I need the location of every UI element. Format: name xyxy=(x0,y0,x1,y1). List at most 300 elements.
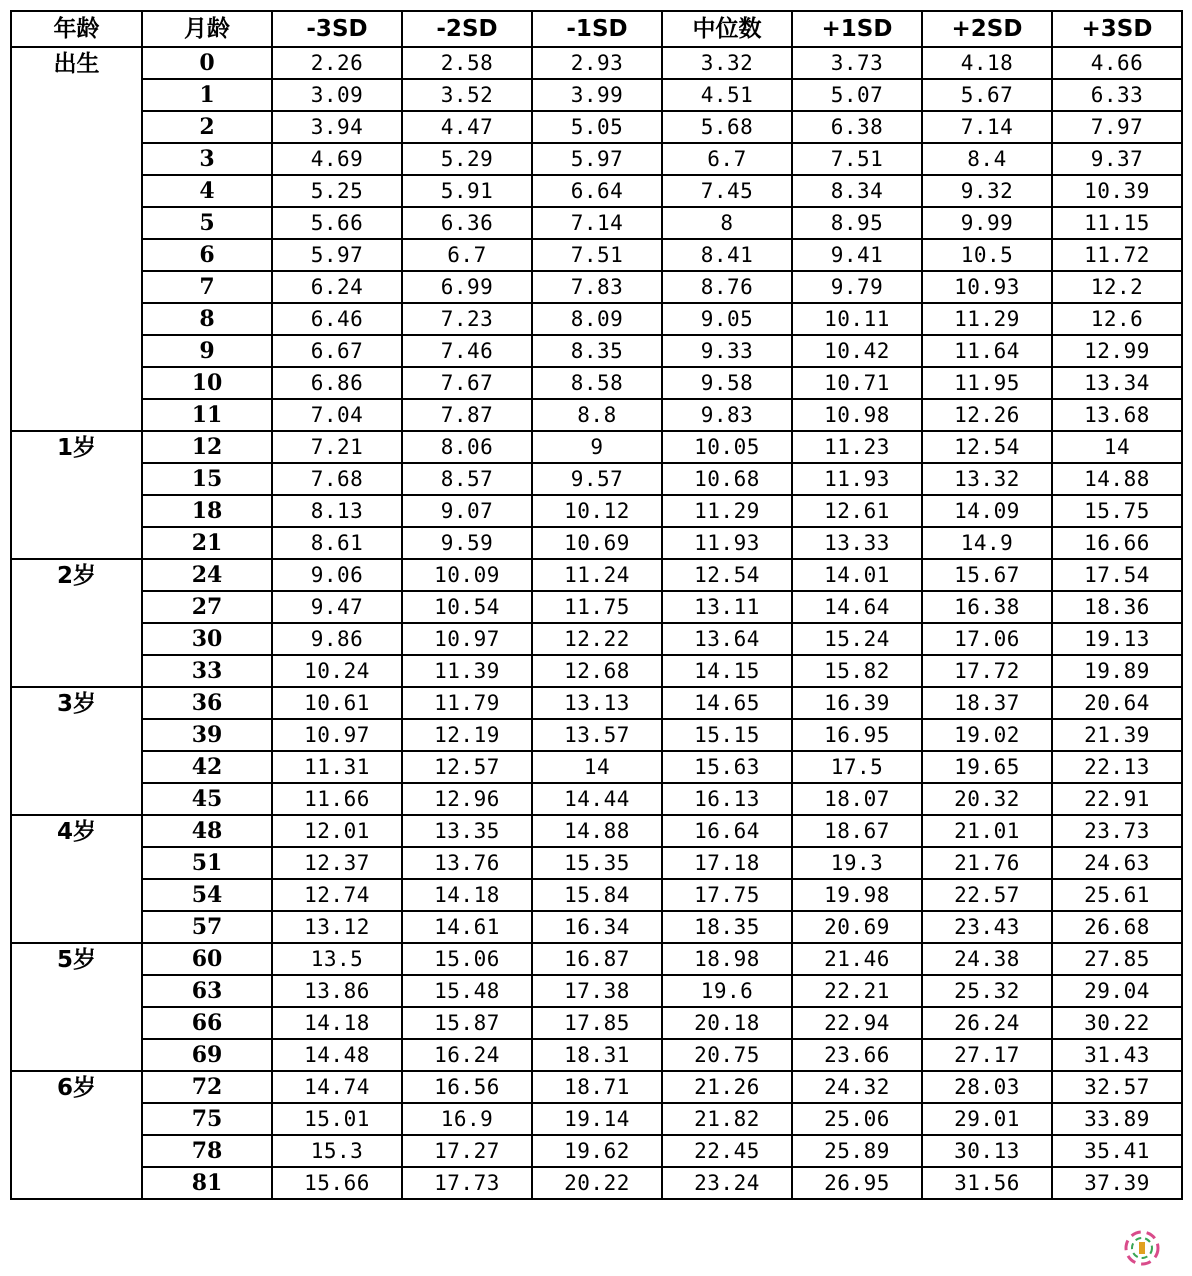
value-cell: 19.89 xyxy=(1052,655,1182,687)
value-cell: 24.38 xyxy=(922,943,1052,975)
value-cell: 6.67 xyxy=(272,335,402,367)
value-cell: 8.13 xyxy=(272,495,402,527)
table-row xyxy=(11,687,1182,719)
age-cell xyxy=(11,1167,142,1199)
age-cell xyxy=(11,975,142,1007)
value-cell: 16.9 xyxy=(402,1103,532,1135)
table-row xyxy=(11,271,1182,303)
table-row xyxy=(11,495,1182,527)
value-cell: 11.15 xyxy=(1052,207,1182,239)
value-cell: 11.72 xyxy=(1052,239,1182,271)
value-cell: 8 xyxy=(662,207,792,239)
value-cell: 31.43 xyxy=(1052,1039,1182,1071)
header-minus-3sd: -3SD xyxy=(272,11,402,47)
age-cell xyxy=(11,463,142,495)
value-cell: 14.44 xyxy=(532,783,662,815)
age-cell xyxy=(11,239,142,271)
value-cell: 12.61 xyxy=(792,495,922,527)
value-cell: 6.36 xyxy=(402,207,532,239)
table-row xyxy=(11,911,1182,943)
value-cell: 11.24 xyxy=(532,559,662,591)
table-row xyxy=(11,1039,1182,1071)
table-row xyxy=(11,591,1182,623)
value-cell: 13.12 xyxy=(272,911,402,943)
value-cell: 19.14 xyxy=(532,1103,662,1135)
age-cell xyxy=(11,399,142,431)
value-cell: 16.66 xyxy=(1052,527,1182,559)
month-cell: 75 xyxy=(142,1103,272,1135)
value-cell: 10.69 xyxy=(532,527,662,559)
table-row xyxy=(11,1167,1182,1199)
value-cell: 12.74 xyxy=(272,879,402,911)
header-minus-1sd: -1SD xyxy=(532,11,662,47)
header-age: 年龄 xyxy=(11,11,142,47)
value-cell: 17.75 xyxy=(662,879,792,911)
value-cell: 13.68 xyxy=(1052,399,1182,431)
month-cell: 36 xyxy=(142,687,272,719)
month-cell: 3 xyxy=(142,143,272,175)
header-plus-3sd: +3SD xyxy=(1052,11,1182,47)
month-cell: 1 xyxy=(142,79,272,111)
value-cell: 21.82 xyxy=(662,1103,792,1135)
value-cell: 3.32 xyxy=(662,47,792,79)
age-cell xyxy=(11,655,142,687)
value-cell: 15.82 xyxy=(792,655,922,687)
growth-standard-table xyxy=(10,10,1183,1200)
table-row xyxy=(11,1007,1182,1039)
value-cell: 23.43 xyxy=(922,911,1052,943)
month-cell: 54 xyxy=(142,879,272,911)
value-cell: 25.06 xyxy=(792,1103,922,1135)
age-cell: 1岁 xyxy=(11,431,142,463)
month-cell: 66 xyxy=(142,1007,272,1039)
value-cell: 9.37 xyxy=(1052,143,1182,175)
value-cell: 10.54 xyxy=(402,591,532,623)
value-cell: 9.86 xyxy=(272,623,402,655)
age-cell xyxy=(11,335,142,367)
month-cell: 21 xyxy=(142,527,272,559)
value-cell: 11.29 xyxy=(922,303,1052,335)
month-cell: 60 xyxy=(142,943,272,975)
table-row xyxy=(11,207,1182,239)
table-row xyxy=(11,143,1182,175)
value-cell: 19.98 xyxy=(792,879,922,911)
value-cell: 33.89 xyxy=(1052,1103,1182,1135)
value-cell: 29.01 xyxy=(922,1103,1052,1135)
value-cell: 16.64 xyxy=(662,815,792,847)
month-cell: 78 xyxy=(142,1135,272,1167)
value-cell: 21.26 xyxy=(662,1071,792,1103)
value-cell: 16.38 xyxy=(922,591,1052,623)
value-cell: 9.58 xyxy=(662,367,792,399)
value-cell: 6.46 xyxy=(272,303,402,335)
value-cell: 5.05 xyxy=(532,111,662,143)
value-cell: 15.84 xyxy=(532,879,662,911)
value-cell: 15.24 xyxy=(792,623,922,655)
table-row xyxy=(11,1071,1182,1103)
value-cell: 16.24 xyxy=(402,1039,532,1071)
value-cell: 3.99 xyxy=(532,79,662,111)
age-cell xyxy=(11,79,142,111)
table-row xyxy=(11,1135,1182,1167)
table-row xyxy=(11,879,1182,911)
value-cell: 11.66 xyxy=(272,783,402,815)
value-cell: 10.12 xyxy=(532,495,662,527)
table-row xyxy=(11,527,1182,559)
value-cell: 14.88 xyxy=(1052,463,1182,495)
table-row xyxy=(11,399,1182,431)
value-cell: 6.64 xyxy=(532,175,662,207)
value-cell: 9.83 xyxy=(662,399,792,431)
table-row xyxy=(11,783,1182,815)
value-cell: 9.79 xyxy=(792,271,922,303)
value-cell: 20.32 xyxy=(922,783,1052,815)
value-cell: 8.61 xyxy=(272,527,402,559)
value-cell: 16.87 xyxy=(532,943,662,975)
value-cell: 10.05 xyxy=(662,431,792,463)
value-cell: 9.32 xyxy=(922,175,1052,207)
value-cell: 7.87 xyxy=(402,399,532,431)
value-cell: 8.95 xyxy=(792,207,922,239)
age-cell xyxy=(11,111,142,143)
value-cell: 13.35 xyxy=(402,815,532,847)
value-cell: 29.04 xyxy=(1052,975,1182,1007)
header-plus-1sd: +1SD xyxy=(792,11,922,47)
value-cell: 32.57 xyxy=(1052,1071,1182,1103)
value-cell: 9.33 xyxy=(662,335,792,367)
month-cell: 30 xyxy=(142,623,272,655)
value-cell: 19.3 xyxy=(792,847,922,879)
month-cell: 39 xyxy=(142,719,272,751)
value-cell: 11.64 xyxy=(922,335,1052,367)
value-cell: 6.7 xyxy=(662,143,792,175)
month-cell: 8 xyxy=(142,303,272,335)
value-cell: 23.66 xyxy=(792,1039,922,1071)
age-cell xyxy=(11,623,142,655)
value-cell: 10.68 xyxy=(662,463,792,495)
value-cell: 28.03 xyxy=(922,1071,1052,1103)
value-cell: 18.31 xyxy=(532,1039,662,1071)
value-cell: 9.06 xyxy=(272,559,402,591)
age-cell xyxy=(11,175,142,207)
value-cell: 19.65 xyxy=(922,751,1052,783)
age-cell xyxy=(11,495,142,527)
age-cell xyxy=(11,1007,142,1039)
value-cell: 19.02 xyxy=(922,719,1052,751)
value-cell: 15.67 xyxy=(922,559,1052,591)
value-cell: 11.95 xyxy=(922,367,1052,399)
value-cell: 10.61 xyxy=(272,687,402,719)
value-cell: 37.39 xyxy=(1052,1167,1182,1199)
month-cell: 11 xyxy=(142,399,272,431)
table-row xyxy=(11,975,1182,1007)
table-row xyxy=(11,943,1182,975)
value-cell: 12.96 xyxy=(402,783,532,815)
value-cell: 14.18 xyxy=(402,879,532,911)
age-cell xyxy=(11,1135,142,1167)
table-row xyxy=(11,47,1182,79)
value-cell: 6.24 xyxy=(272,271,402,303)
value-cell: 5.29 xyxy=(402,143,532,175)
value-cell: 7.14 xyxy=(532,207,662,239)
value-cell: 8.4 xyxy=(922,143,1052,175)
month-cell: 6 xyxy=(142,239,272,271)
value-cell: 7.21 xyxy=(272,431,402,463)
table-row xyxy=(11,111,1182,143)
value-cell: 19.13 xyxy=(1052,623,1182,655)
value-cell: 13.11 xyxy=(662,591,792,623)
value-cell: 21.39 xyxy=(1052,719,1182,751)
value-cell: 13.64 xyxy=(662,623,792,655)
age-cell: 4岁 xyxy=(11,815,142,847)
value-cell: 3.09 xyxy=(272,79,402,111)
age-cell: 6岁 xyxy=(11,1071,142,1103)
value-cell: 25.61 xyxy=(1052,879,1182,911)
header-month: 月龄 xyxy=(142,11,272,47)
value-cell: 14.88 xyxy=(532,815,662,847)
value-cell: 15.06 xyxy=(402,943,532,975)
value-cell: 2.93 xyxy=(532,47,662,79)
header-median: 中位数 xyxy=(662,11,792,47)
value-cell: 17.38 xyxy=(532,975,662,1007)
value-cell: 17.72 xyxy=(922,655,1052,687)
value-cell: 15.01 xyxy=(272,1103,402,1135)
value-cell: 5.25 xyxy=(272,175,402,207)
month-cell: 18 xyxy=(142,495,272,527)
value-cell: 15.48 xyxy=(402,975,532,1007)
value-cell: 10.24 xyxy=(272,655,402,687)
value-cell: 5.68 xyxy=(662,111,792,143)
value-cell: 23.73 xyxy=(1052,815,1182,847)
value-cell: 14.61 xyxy=(402,911,532,943)
value-cell: 7.97 xyxy=(1052,111,1182,143)
value-cell: 5.91 xyxy=(402,175,532,207)
value-cell: 10.98 xyxy=(792,399,922,431)
age-cell xyxy=(11,847,142,879)
value-cell: 14 xyxy=(1052,431,1182,463)
value-cell: 3.94 xyxy=(272,111,402,143)
age-cell: 出生 xyxy=(11,47,142,79)
value-cell: 16.56 xyxy=(402,1071,532,1103)
value-cell: 10.11 xyxy=(792,303,922,335)
value-cell: 4.47 xyxy=(402,111,532,143)
value-cell: 27.85 xyxy=(1052,943,1182,975)
value-cell: 4.18 xyxy=(922,47,1052,79)
value-cell: 3.52 xyxy=(402,79,532,111)
month-cell: 27 xyxy=(142,591,272,623)
value-cell: 10.42 xyxy=(792,335,922,367)
value-cell: 21.46 xyxy=(792,943,922,975)
table-row xyxy=(11,367,1182,399)
table-body xyxy=(11,47,1182,1199)
value-cell: 11.31 xyxy=(272,751,402,783)
value-cell: 8.06 xyxy=(402,431,532,463)
age-cell xyxy=(11,207,142,239)
month-cell: 7 xyxy=(142,271,272,303)
value-cell: 13.33 xyxy=(792,527,922,559)
value-cell: 15.3 xyxy=(272,1135,402,1167)
age-cell xyxy=(11,527,142,559)
value-cell: 25.89 xyxy=(792,1135,922,1167)
value-cell: 13.86 xyxy=(272,975,402,1007)
value-cell: 6.99 xyxy=(402,271,532,303)
month-cell: 0 xyxy=(142,47,272,79)
age-cell xyxy=(11,143,142,175)
value-cell: 13.34 xyxy=(1052,367,1182,399)
value-cell: 18.35 xyxy=(662,911,792,943)
value-cell: 6.33 xyxy=(1052,79,1182,111)
value-cell: 14.74 xyxy=(272,1071,402,1103)
value-cell: 19.6 xyxy=(662,975,792,1007)
value-cell: 9.07 xyxy=(402,495,532,527)
month-cell: 24 xyxy=(142,559,272,591)
value-cell: 7.45 xyxy=(662,175,792,207)
value-cell: 2.58 xyxy=(402,47,532,79)
value-cell: 7.51 xyxy=(792,143,922,175)
month-cell: 57 xyxy=(142,911,272,943)
month-cell: 33 xyxy=(142,655,272,687)
table-row xyxy=(11,719,1182,751)
value-cell: 9.59 xyxy=(402,527,532,559)
value-cell: 21.76 xyxy=(922,847,1052,879)
value-cell: 2.26 xyxy=(272,47,402,79)
value-cell: 14.48 xyxy=(272,1039,402,1071)
value-cell: 8.8 xyxy=(532,399,662,431)
month-cell: 72 xyxy=(142,1071,272,1103)
value-cell: 4.66 xyxy=(1052,47,1182,79)
value-cell: 12.99 xyxy=(1052,335,1182,367)
value-cell: 7.46 xyxy=(402,335,532,367)
table-row xyxy=(11,655,1182,687)
month-cell: 4 xyxy=(142,175,272,207)
value-cell: 8.57 xyxy=(402,463,532,495)
value-cell: 25.32 xyxy=(922,975,1052,1007)
age-cell xyxy=(11,303,142,335)
value-cell: 22.91 xyxy=(1052,783,1182,815)
value-cell: 26.24 xyxy=(922,1007,1052,1039)
age-cell xyxy=(11,1039,142,1071)
value-cell: 35.41 xyxy=(1052,1135,1182,1167)
value-cell: 18.67 xyxy=(792,815,922,847)
month-cell: 45 xyxy=(142,783,272,815)
value-cell: 10.97 xyxy=(272,719,402,751)
value-cell: 14.01 xyxy=(792,559,922,591)
value-cell: 27.17 xyxy=(922,1039,1052,1071)
value-cell: 12.68 xyxy=(532,655,662,687)
header-row xyxy=(11,11,1182,47)
value-cell: 8.35 xyxy=(532,335,662,367)
age-cell: 3岁 xyxy=(11,687,142,719)
age-cell xyxy=(11,719,142,751)
table-row xyxy=(11,303,1182,335)
value-cell: 15.35 xyxy=(532,847,662,879)
value-cell: 12.54 xyxy=(662,559,792,591)
value-cell: 8.76 xyxy=(662,271,792,303)
value-cell: 12.26 xyxy=(922,399,1052,431)
value-cell: 31.56 xyxy=(922,1167,1052,1199)
value-cell: 9.41 xyxy=(792,239,922,271)
month-cell: 69 xyxy=(142,1039,272,1071)
header-plus-2sd: +2SD xyxy=(922,11,1052,47)
value-cell: 26.95 xyxy=(792,1167,922,1199)
table-row xyxy=(11,847,1182,879)
value-cell: 17.85 xyxy=(532,1007,662,1039)
header-minus-2sd: -2SD xyxy=(402,11,532,47)
value-cell: 18.98 xyxy=(662,943,792,975)
value-cell: 5.67 xyxy=(922,79,1052,111)
age-cell xyxy=(11,911,142,943)
value-cell: 24.32 xyxy=(792,1071,922,1103)
value-cell: 12.54 xyxy=(922,431,1052,463)
value-cell: 19.62 xyxy=(532,1135,662,1167)
value-cell: 8.41 xyxy=(662,239,792,271)
value-cell: 14.64 xyxy=(792,591,922,623)
value-cell: 6.86 xyxy=(272,367,402,399)
value-cell: 7.83 xyxy=(532,271,662,303)
value-cell: 17.73 xyxy=(402,1167,532,1199)
value-cell: 7.23 xyxy=(402,303,532,335)
value-cell: 12.19 xyxy=(402,719,532,751)
value-cell: 9 xyxy=(532,431,662,463)
value-cell: 3.73 xyxy=(792,47,922,79)
table-row xyxy=(11,751,1182,783)
value-cell: 5.66 xyxy=(272,207,402,239)
value-cell: 11.79 xyxy=(402,687,532,719)
month-cell: 63 xyxy=(142,975,272,1007)
value-cell: 7.04 xyxy=(272,399,402,431)
value-cell: 20.18 xyxy=(662,1007,792,1039)
value-cell: 14.09 xyxy=(922,495,1052,527)
value-cell: 4.51 xyxy=(662,79,792,111)
value-cell: 13.5 xyxy=(272,943,402,975)
value-cell: 30.22 xyxy=(1052,1007,1182,1039)
value-cell: 11.29 xyxy=(662,495,792,527)
value-cell: 13.57 xyxy=(532,719,662,751)
value-cell: 14.18 xyxy=(272,1007,402,1039)
value-cell: 22.94 xyxy=(792,1007,922,1039)
value-cell: 5.97 xyxy=(272,239,402,271)
value-cell: 30.13 xyxy=(922,1135,1052,1167)
value-cell: 18.37 xyxy=(922,687,1052,719)
value-cell: 16.39 xyxy=(792,687,922,719)
value-cell: 16.95 xyxy=(792,719,922,751)
value-cell: 10.71 xyxy=(792,367,922,399)
table-row xyxy=(11,79,1182,111)
table-row xyxy=(11,175,1182,207)
value-cell: 15.15 xyxy=(662,719,792,751)
value-cell: 15.63 xyxy=(662,751,792,783)
age-cell xyxy=(11,271,142,303)
value-cell: 11.93 xyxy=(662,527,792,559)
age-cell xyxy=(11,591,142,623)
age-cell xyxy=(11,783,142,815)
value-cell: 14 xyxy=(532,751,662,783)
value-cell: 23.24 xyxy=(662,1167,792,1199)
value-cell: 13.76 xyxy=(402,847,532,879)
value-cell: 7.68 xyxy=(272,463,402,495)
value-cell: 26.68 xyxy=(1052,911,1182,943)
value-cell: 4.69 xyxy=(272,143,402,175)
value-cell: 12.01 xyxy=(272,815,402,847)
value-cell: 11.23 xyxy=(792,431,922,463)
value-cell: 20.75 xyxy=(662,1039,792,1071)
age-cell: 5岁 xyxy=(11,943,142,975)
month-cell: 81 xyxy=(142,1167,272,1199)
month-cell: 10 xyxy=(142,367,272,399)
value-cell: 21.01 xyxy=(922,815,1052,847)
value-cell: 22.57 xyxy=(922,879,1052,911)
value-cell: 10.39 xyxy=(1052,175,1182,207)
